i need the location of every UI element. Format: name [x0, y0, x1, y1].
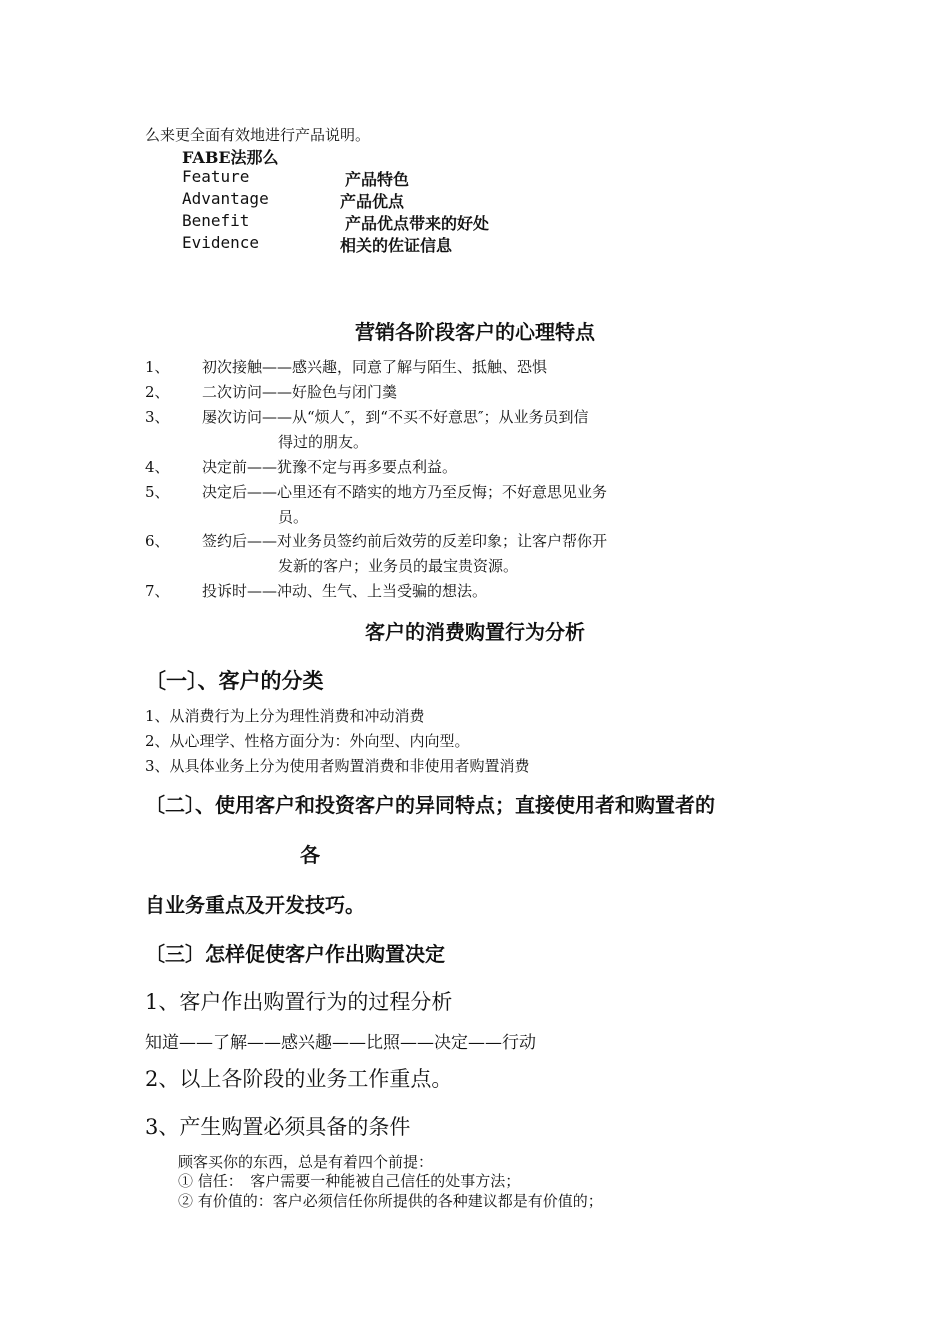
conditions-intro: 顾客买你的东西，总是有着四个前提： [178, 1153, 434, 1171]
list-item: 2、从心理学、性格方面分为：外向型、内向型。 [145, 732, 470, 750]
stage-text-continued: 发新的客户；业务员的最宝贵资源。 [278, 557, 519, 575]
fabe-term: Feature [182, 167, 250, 186]
stage-number: 1、 [145, 358, 170, 376]
stage-text: 决定后——心里还有不踏实的地方乃至反悔；不好意思见业务 [202, 483, 608, 501]
point-work-focus: 2、以上各阶段的业务工作重点。 [145, 1067, 453, 1091]
fabe-row-feature [182, 167, 410, 189]
condition-item-value: ② 有价值的：客户必须信任你所提供的各种建议都是有价值的； [178, 1192, 603, 1210]
subsection-heading-decision: 〔三〕怎样促使客户作出购置决定 [145, 942, 445, 966]
list-item: 3、从具体业务上分为使用者购置消费和非使用者购置消费 [145, 757, 530, 775]
section-title-psychology: 营销各阶段客户的心理特点 [355, 320, 595, 344]
stage-text-continued: 得过的朋友。 [278, 433, 369, 451]
fabe-term: Advantage [182, 189, 269, 208]
fabe-row-advantage [182, 189, 405, 211]
stage-text-continued: 员。 [278, 508, 309, 526]
condition-item-trust: ① 信任： 客户需要一种能被自己信任的处事方法； [178, 1172, 521, 1190]
fabe-term: Evidence [182, 233, 260, 252]
stage-text: 二次访问——好脸色与闭门羹 [202, 383, 398, 401]
list-item: 1、从消费行为上分为理性消费和冲动消费 [145, 707, 425, 725]
fabe-meaning: 相关的佐证信息 [340, 236, 453, 255]
subsection-heading-classification: 〔一〕、客户的分类 [145, 668, 324, 693]
point-process-analysis: 1、客户作出购置行为的过程分析 [145, 990, 453, 1014]
stage-number: 6、 [145, 532, 170, 550]
stage-number: 2、 [145, 383, 170, 401]
stage-text: 投诉时——冲动、生气、上当受骗的想法。 [202, 582, 488, 600]
fabe-meaning: 产品优点 [340, 192, 405, 211]
fabe-term: Benefit [182, 211, 250, 230]
stage-number: 3、 [145, 408, 170, 426]
fabe-row-evidence [182, 233, 453, 255]
stage-number: 5、 [145, 483, 170, 501]
stage-number: 4、 [145, 458, 170, 476]
fabe-row-benefit [182, 211, 490, 233]
stage-text: 屡次访问——从“烦人″，到“不买不好意思″；从业务员到信 [202, 408, 589, 426]
fabe-meaning: 产品特色 [345, 170, 410, 189]
stage-text: 签约后——对业务员签约前后效劳的反差印象；让客户帮你开 [202, 532, 608, 550]
subsection-heading-comparison: 〔二〕、使用客户和投资客户的异同特点；直接使用者和购置者的 [145, 793, 715, 817]
process-chain: 知道——了解——感兴趣——比照——决定——行动 [145, 1033, 536, 1053]
fabe-meaning: 产品优点带来的好处 [345, 214, 490, 233]
stage-number: 7、 [145, 582, 170, 600]
subsection-heading-comparison-end: 自业务重点及开发技巧。 [145, 893, 365, 917]
intro-line: 么来更全面有效地进行产品说明。 [145, 126, 371, 144]
fabe-heading: FABE法那么 [182, 148, 279, 167]
section-title-behavior: 客户的消费购置行为分析 [365, 620, 585, 644]
point-conditions: 3、产生购置必须具备的条件 [145, 1115, 411, 1139]
subsection-heading-comparison-wrap: 各 [300, 843, 320, 867]
stage-text: 初次接触——感兴趣，同意了解与陌生、抵触、恐惧 [202, 358, 548, 376]
stage-text: 决定前——犹豫不定与再多要点利益。 [202, 458, 458, 476]
